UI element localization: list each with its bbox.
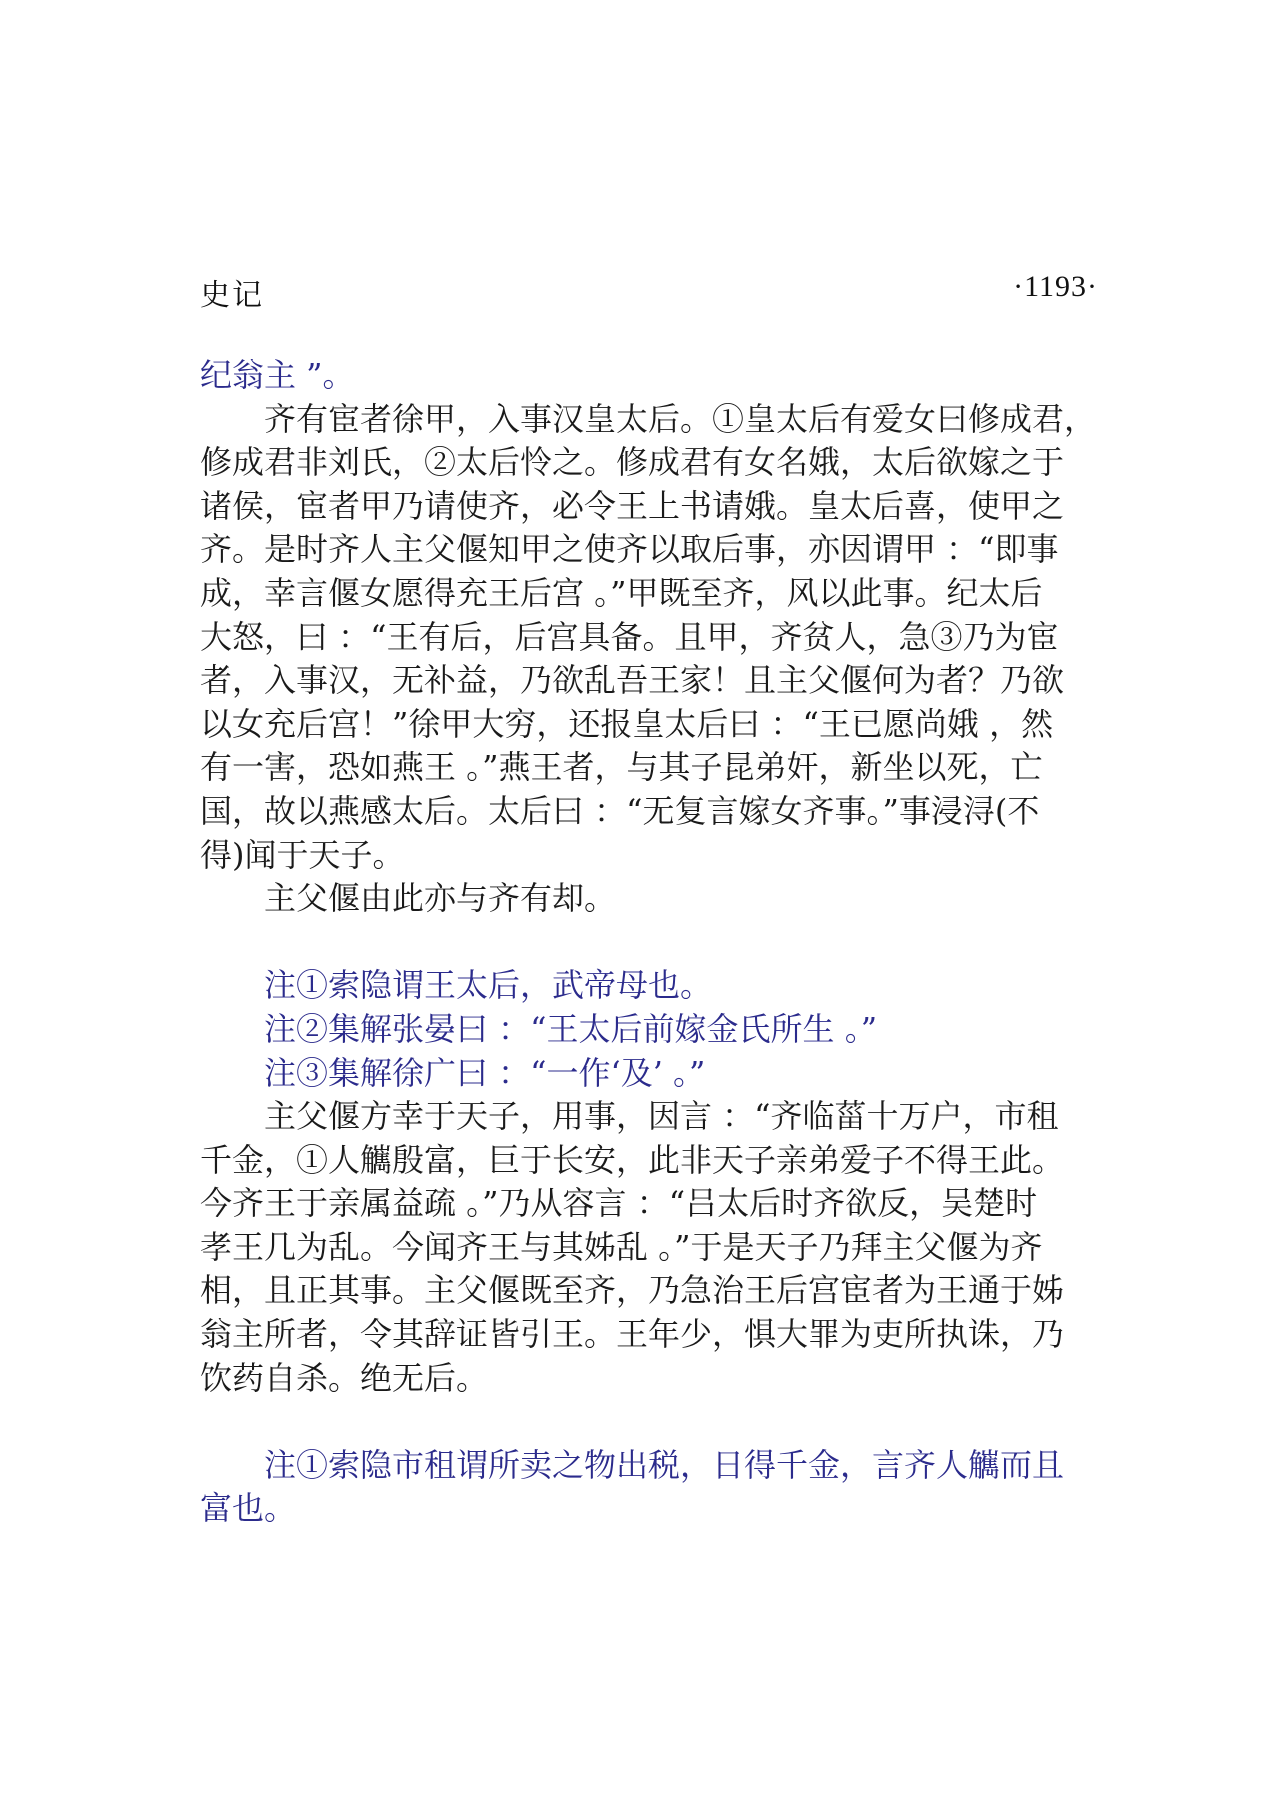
text-line: 齐有宦者徐甲，入事汉皇太后。①皇太后有爱女曰修成君， <box>264 399 1097 438</box>
text-line: 孝王几为乱。今闻齐王与其姊乱 。”于是天子乃拜主父偃为齐 <box>200 1227 1043 1266</box>
text-line: 今齐王于亲属益疏 。”乃从容言 ：“吕太后时齐欲反，吴楚时 <box>200 1184 1038 1223</box>
annotation-line: 富也。 <box>200 1489 297 1528</box>
text-line: 诸侯，宦者甲乃请使齐，必令王上书请娥。皇太后喜，使甲之 <box>200 486 1065 525</box>
text-line: 翁主所者，令其辞证皆引王。王年少，惧大罪为吏所执诛，乃 <box>200 1315 1065 1354</box>
book-title: 史记 <box>200 278 264 313</box>
text-line: 以女充后宫！”徐甲大穷，还报皇太后曰 ：“王已愿尚娥 ，然 <box>200 704 1054 743</box>
text-line: 饮药自杀。绝无后。 <box>200 1358 489 1397</box>
blank-line <box>200 921 1100 965</box>
page-body <box>200 354 1100 1531</box>
text-line: 齐。是时齐人主父偃知甲之使齐以取后事，亦因谓甲 ：“即事 <box>200 530 1059 569</box>
text-line: 千金，①人觽殷富，巨于长安，此非天子亲弟爱子不得王此。 <box>200 1140 1065 1179</box>
text-line: 大怒，曰 ：“王有后，后宫具备。且甲，齐贫人，急③乃为宦 <box>200 617 1059 656</box>
page-header <box>200 270 1098 314</box>
text-line: 主父偃方幸于天子，用事，因言 ：“齐临菑十万户，市租 <box>264 1097 1059 1136</box>
page-number: ·1193· <box>1013 270 1098 303</box>
text-line: 得)闻于天子。 <box>200 835 405 874</box>
text-line: 国，故以燕感太后。太后曰 ：“无复言嫁女齐事。”事浸浔(不 <box>200 791 1040 830</box>
annotation-line: 纪翁主 ”。 <box>200 356 355 394</box>
text-line: 成，幸言偃女愿得充王后宫 。”甲既至齐，风以此事。纪太后 <box>200 573 1043 612</box>
text-line: 相，且正其事。主父偃既至齐，乃急治王后宫宦者为王通于姊 <box>200 1271 1065 1310</box>
text-line: 修成君非刘氏，②太后怜之。修成君有女名娥，太后欲嫁之于 <box>200 443 1065 482</box>
blank-line <box>200 1400 1100 1444</box>
text-line: 者，入事汉，无补益，乃欲乱吾王家！且主父偃何为者？乃欲 <box>200 661 1065 700</box>
annotation-line: 注②集解张晏曰 ：“王太后前嫁金氏所生 。” <box>264 1009 878 1048</box>
annotation-line: 注①索隐谓王太后，武帝母也。 <box>264 966 713 1005</box>
text-line: 有一害，恐如燕王 。”燕王者，与其子昆弟奸，新坐以死，亡 <box>200 748 1043 787</box>
text-line: 主父偃由此亦与齐有却。 <box>264 879 617 918</box>
annotation-line: 注①索隐市租谓所卖之物出税，日得千金，言齐人觽而且 <box>264 1445 1065 1484</box>
annotation-line: 注③集解徐广曰 ：“一作‘及’ 。” <box>264 1053 706 1092</box>
